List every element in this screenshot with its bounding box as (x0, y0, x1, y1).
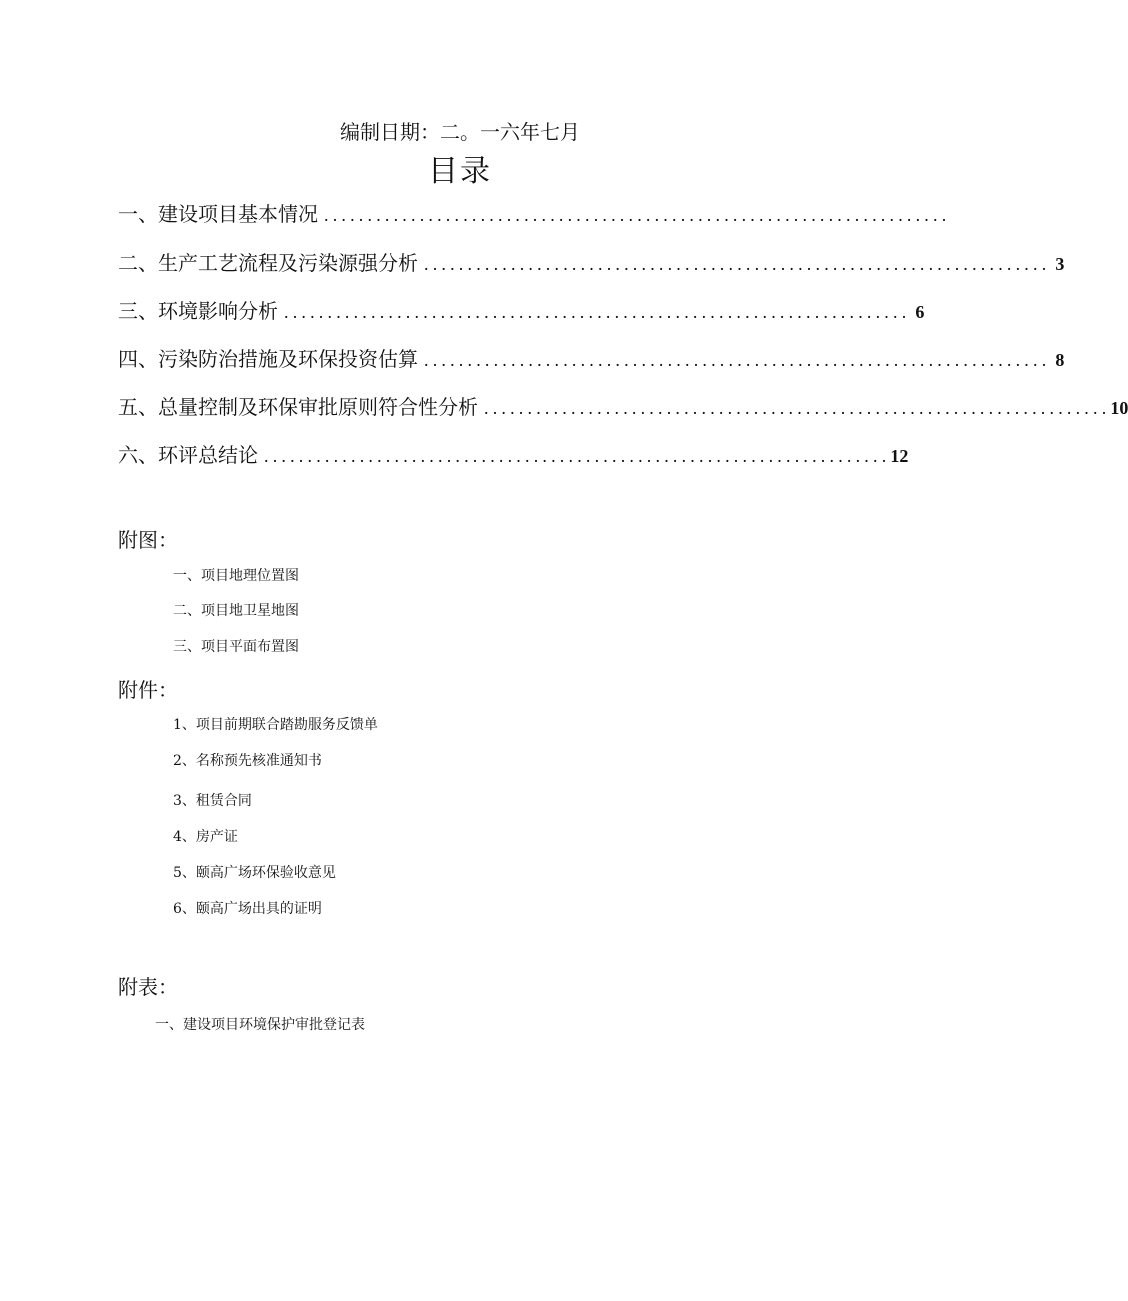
toc-entry[interactable] (118, 198, 951, 228)
toc-entry[interactable] (118, 439, 909, 469)
figure-item: 一、项目地理位置图 (173, 568, 299, 584)
toc-entry-label: 三、环境影响分析 (118, 299, 278, 323)
figure-item: 二、项目地卫星地图 (173, 603, 299, 619)
toc-title: 目录 (428, 154, 492, 189)
toc-leader-dots: ........................................................................ (484, 398, 1111, 418)
attachment-item: 4、房产证 (173, 829, 238, 845)
toc-entry[interactable] (118, 391, 1128, 421)
toc-entry-page: 3 (1055, 254, 1065, 274)
figures-heading: 附图： (118, 528, 178, 552)
attachment-item: 5、颐高广场环保验收意见 (173, 865, 336, 881)
figure-item: 三、项目平面布置图 (173, 639, 299, 655)
tables-heading: 附表： (118, 975, 178, 999)
toc-leader-dots: ........................................................................ (284, 302, 911, 322)
toc-leader-dots: ........................................................................ (264, 446, 891, 466)
toc-entry-page: 12 (890, 446, 909, 466)
toc-entry-page: 8 (1055, 350, 1065, 370)
toc-entry[interactable] (118, 247, 1065, 277)
toc-entry-page: 6 (915, 302, 925, 322)
toc-entry-label: 一、建设项目基本情况 (118, 202, 318, 226)
toc-leader-dots: ........................................................................ (424, 254, 1051, 274)
toc-leader-dots: ........................................................................ (324, 205, 951, 225)
attachment-item: 2、名称预先核准通知书 (173, 753, 322, 769)
attachments-heading: 附件： (118, 678, 178, 702)
table-item: 一、建设项目环境保护审批登记表 (155, 1017, 365, 1033)
toc-entry-label: 四、污染防治措施及环保投资估算 (118, 347, 418, 371)
date-line: 编制日期：二。一六年七月 (340, 120, 580, 144)
toc-entry-label: 六、环评总结论 (118, 443, 258, 467)
attachment-item: 6、颐高广场出具的证明 (173, 901, 322, 917)
toc-entry-label: 二、生产工艺流程及污染源强分析 (118, 251, 418, 275)
toc-entry[interactable] (118, 343, 1065, 373)
toc-entry[interactable] (118, 295, 925, 325)
toc-entry-page: 10 (1110, 398, 1128, 418)
toc-leader-dots: ........................................................................ (424, 350, 1051, 370)
toc-entry-label: 五、总量控制及环保审批原则符合性分析 (118, 395, 478, 419)
attachment-item: 3、租赁合同 (173, 793, 252, 809)
attachment-item: 1、项目前期联合踏勘服务反馈单 (173, 717, 378, 733)
